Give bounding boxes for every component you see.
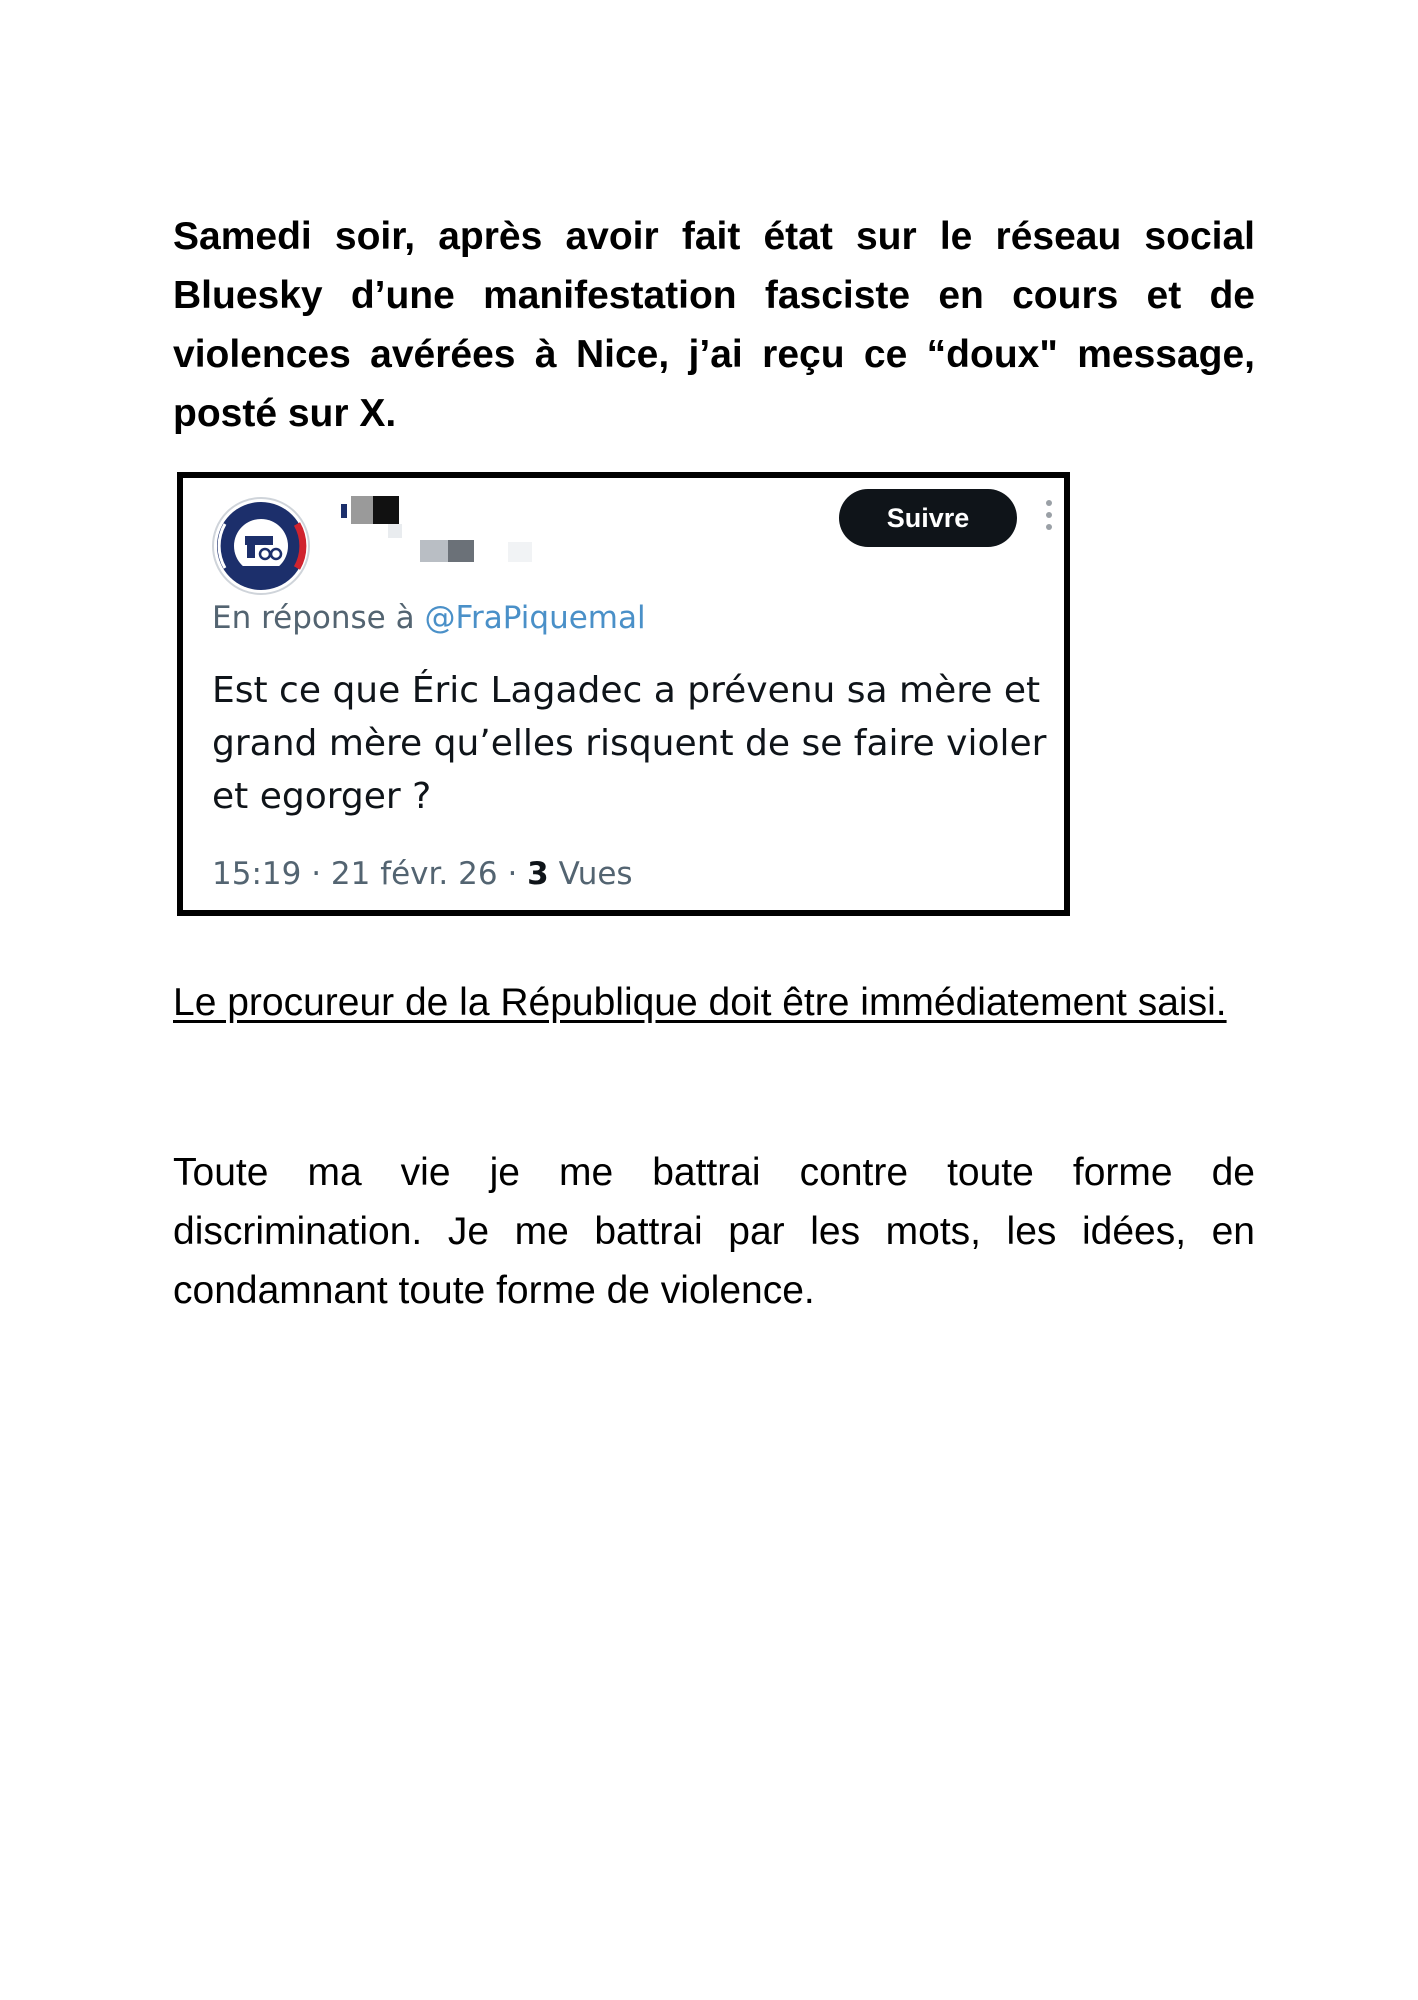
blurred-handle xyxy=(388,524,548,560)
reply-handle-link[interactable]: @FraPiquemal xyxy=(424,600,646,636)
tweet-body: Est ce que Éric Lagadec a prévenu sa mère et grand mère qu’elles risquent de se faire violer et egorger ? xyxy=(212,670,1047,817)
reply-prefix: En réponse à xyxy=(212,600,415,636)
closing-paragraph: Toute ma vie je me battrai contre toute forme de discrimination. Je me battrai par les mots, les idées, en condamnant toute forme de violence. xyxy=(173,1151,1255,1312)
blurred-username xyxy=(341,496,401,526)
more-options-icon[interactable] xyxy=(1045,500,1053,536)
tweet-screenshot xyxy=(177,472,1070,916)
tweet-metadata xyxy=(212,856,633,892)
procureur-paragraph: Le procureur de la République doit être immédiatement saisi. xyxy=(173,981,1227,1024)
views-label: Vues xyxy=(558,856,633,892)
views-count: 3 xyxy=(527,856,549,892)
tweet-timestamp: 15:19 · 21 févr. 26 · xyxy=(212,856,518,892)
reply-context xyxy=(212,600,646,636)
avatar xyxy=(211,496,311,596)
follow-button[interactable]: Suivre xyxy=(839,489,1017,547)
intro-paragraph: Samedi soir, après avoir fait état sur le réseau social Bluesky d’une manifestation fasciste en cours et de violences avérées à Nice, j’ai reçu ce “doux" message, posté sur X. xyxy=(173,215,1255,435)
